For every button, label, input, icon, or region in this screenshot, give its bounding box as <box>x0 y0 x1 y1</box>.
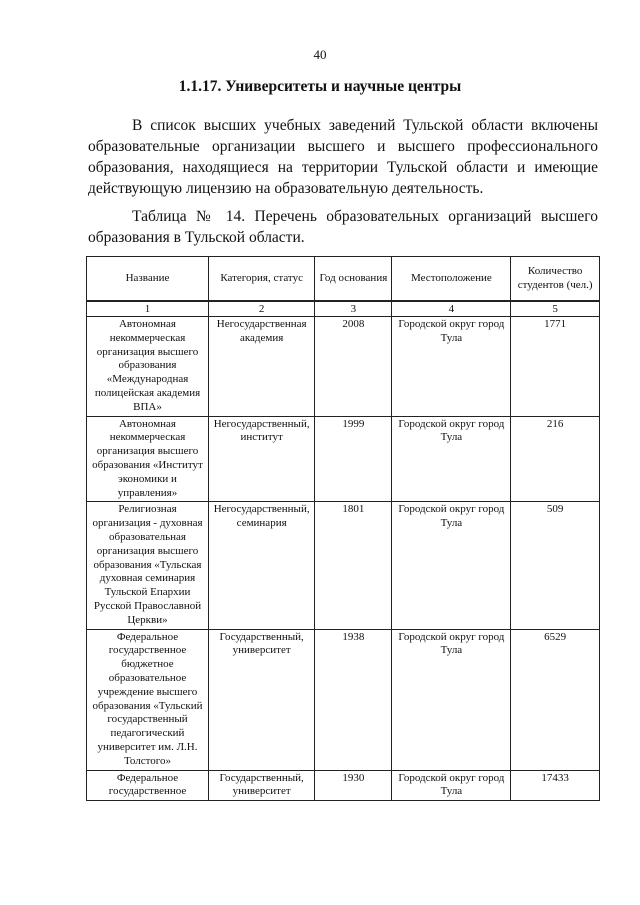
header-students: Количество студентов (чел.) <box>511 257 600 302</box>
cell-name: Федеральное государственное бюджетное образовательное учреждение высшего образования «Тульский государственный педагогический университет им. Л.Н. Толстого» <box>87 629 209 770</box>
cell-location: Городской округ город Тула <box>392 770 511 801</box>
cell-year: 1938 <box>315 629 392 770</box>
column-number: 2 <box>208 301 314 317</box>
cell-year: 1999 <box>315 416 392 502</box>
cell-students: 216 <box>511 416 600 502</box>
header-category: Категория, статус <box>208 257 314 302</box>
cell-name: Автономная некоммерческая организация высшего образования «Международная полицейская академия ВПА» <box>87 317 209 417</box>
cell-location: Городской округ город Тула <box>392 629 511 770</box>
cell-students: 17433 <box>511 770 600 801</box>
header-location: Местоположение <box>392 257 511 302</box>
cell-category: Государственный, университет <box>208 629 314 770</box>
cell-category: Негосударственная академия <box>208 317 314 417</box>
cell-students: 6529 <box>511 629 600 770</box>
table-row <box>87 317 600 417</box>
intro-paragraph: В список высших учебных заведений Тульской области включены образовательные организации высшего и высшего профессионального образования, находящиеся на территории Тульской области и имеющие действующую лицензию на образовательную деятельность. <box>88 117 598 197</box>
cell-year: 1801 <box>315 502 392 629</box>
section-title: 1.1.17. Университеты и научные центры <box>178 78 462 95</box>
cell-category: Негосударственный, семинария <box>208 502 314 629</box>
cell-location: Городской округ город Тула <box>392 317 511 417</box>
header-year: Год основания <box>315 257 392 302</box>
cell-year: 1930 <box>315 770 392 801</box>
cell-name: Религиозная организация - духовная образовательная организация высшего образования «Тульская духовная семинария Тульской Епархии Русской Православной Церкви» <box>87 502 209 629</box>
column-number: 3 <box>315 301 392 317</box>
cell-location: Городской округ город Тула <box>392 416 511 502</box>
column-number-row <box>87 301 600 317</box>
universities-table <box>86 256 600 801</box>
table-row <box>87 502 600 629</box>
cell-category: Негосударственный, институт <box>208 416 314 502</box>
table-row <box>87 770 600 801</box>
cell-year: 2008 <box>315 317 392 417</box>
cell-category: Государственный, университет <box>208 770 314 801</box>
page-number: 40 <box>313 47 327 62</box>
table-row <box>87 629 600 770</box>
column-number: 5 <box>511 301 600 317</box>
header-name: Название <box>87 257 209 302</box>
cell-name: Федеральное государственное <box>87 770 209 801</box>
table-header-row <box>87 257 600 302</box>
column-number: 1 <box>87 301 209 317</box>
cell-students: 509 <box>511 502 600 629</box>
column-number: 4 <box>392 301 511 317</box>
table-caption: Таблица № 14. Перечень образовательных организаций высшего образования в Тульской области. <box>88 208 598 246</box>
table-row <box>87 416 600 502</box>
cell-name: Автономная некоммерческая организация высшего образования «Институт экономики и управления» <box>87 416 209 502</box>
cell-students: 1771 <box>511 317 600 417</box>
cell-location: Городской округ город Тула <box>392 502 511 629</box>
